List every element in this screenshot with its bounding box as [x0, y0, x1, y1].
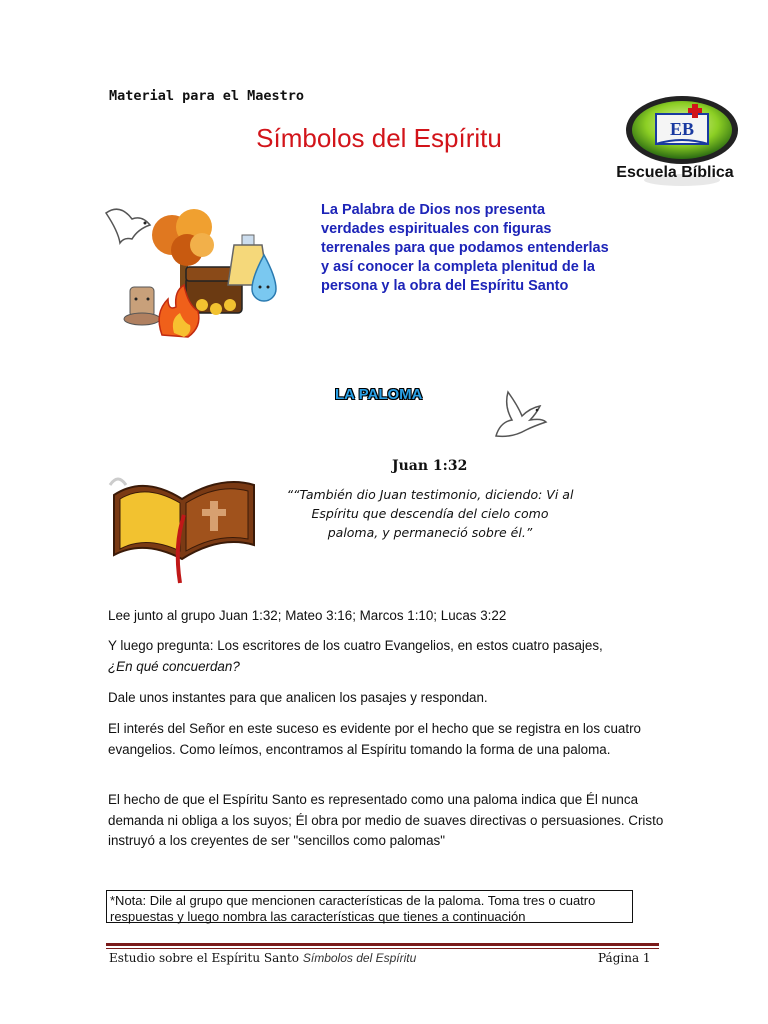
footer-chapter-title: Símbolos del Espíritu: [302, 951, 417, 965]
page-title: Símbolos del Espíritu: [256, 123, 502, 153]
footer-rule: [106, 943, 659, 946]
verse-text: ““También dio Juan testimonio, diciendo: Vi al Espíritu que descendía del cielo como paloma, y permaneció sobre él.”: [286, 487, 574, 540]
seal-icon: [124, 287, 160, 325]
question-intro: Y luego pregunta: Los escritores de los cuatro Evangelios, en estos cuatro pasajes,: [108, 638, 603, 653]
paragraph-read: Lee junto al grupo Juan 1:32; Mateo 3:16; Marcos 1:10; Lucas 3:22: [108, 608, 507, 623]
footer-rule-thin: [106, 948, 659, 949]
footer-left: [109, 951, 416, 965]
section-title: LA PALOMA: [335, 386, 423, 403]
paragraph-dove-meaning: El hecho de que el Espíritu Santo es representado como una paloma indica que Él nunca demanda ni obliga a los suyos; Él obra por medio de suaves directivas o persuasiones. Cristo instruyó a los creyentes de ser "sencillos como palomas": [108, 792, 664, 848]
paragraph-interest: El interés del Señor en este suceso es evidente por el hecho que se registra en los cuatro evangelios. Como leímos, encontramos al Espíritu tomando la forma de una paloma.: [108, 721, 641, 757]
paragraph-analyze: Dale unos instantes para que analicen los pasajes y respondan.: [108, 690, 488, 705]
footer-study-title: Estudio sobre el Espíritu Santo: [109, 951, 300, 965]
paragraph-question: [108, 636, 668, 677]
logo-initials: EB: [669, 119, 695, 139]
verse-reference: Juan 1:32: [392, 458, 468, 474]
material-label: Material para el Maestro: [109, 88, 305, 104]
symbols-clipart: [102, 195, 287, 345]
dove-icon: [106, 209, 150, 243]
question-text: ¿En qué concuerdan?: [108, 658, 240, 674]
bible-icon: [104, 455, 264, 590]
note-box: *Nota: Dile al grupo que mencionen características de la paloma. Toma tres o cuatro respuestas y luego nombra las características que tienes a continuación: [106, 890, 633, 923]
intro-text: La Palabra de Dios nos presenta verdades espirituales con figuras terrenales para que podamos entenderlas y así conocer la completa plenitud de la persona y la obra del Espíritu Santo: [321, 202, 609, 294]
logo-name: Escuela Bíblica: [616, 164, 734, 181]
dove-icon: [490, 386, 550, 446]
page-number: Página 1: [598, 951, 651, 965]
